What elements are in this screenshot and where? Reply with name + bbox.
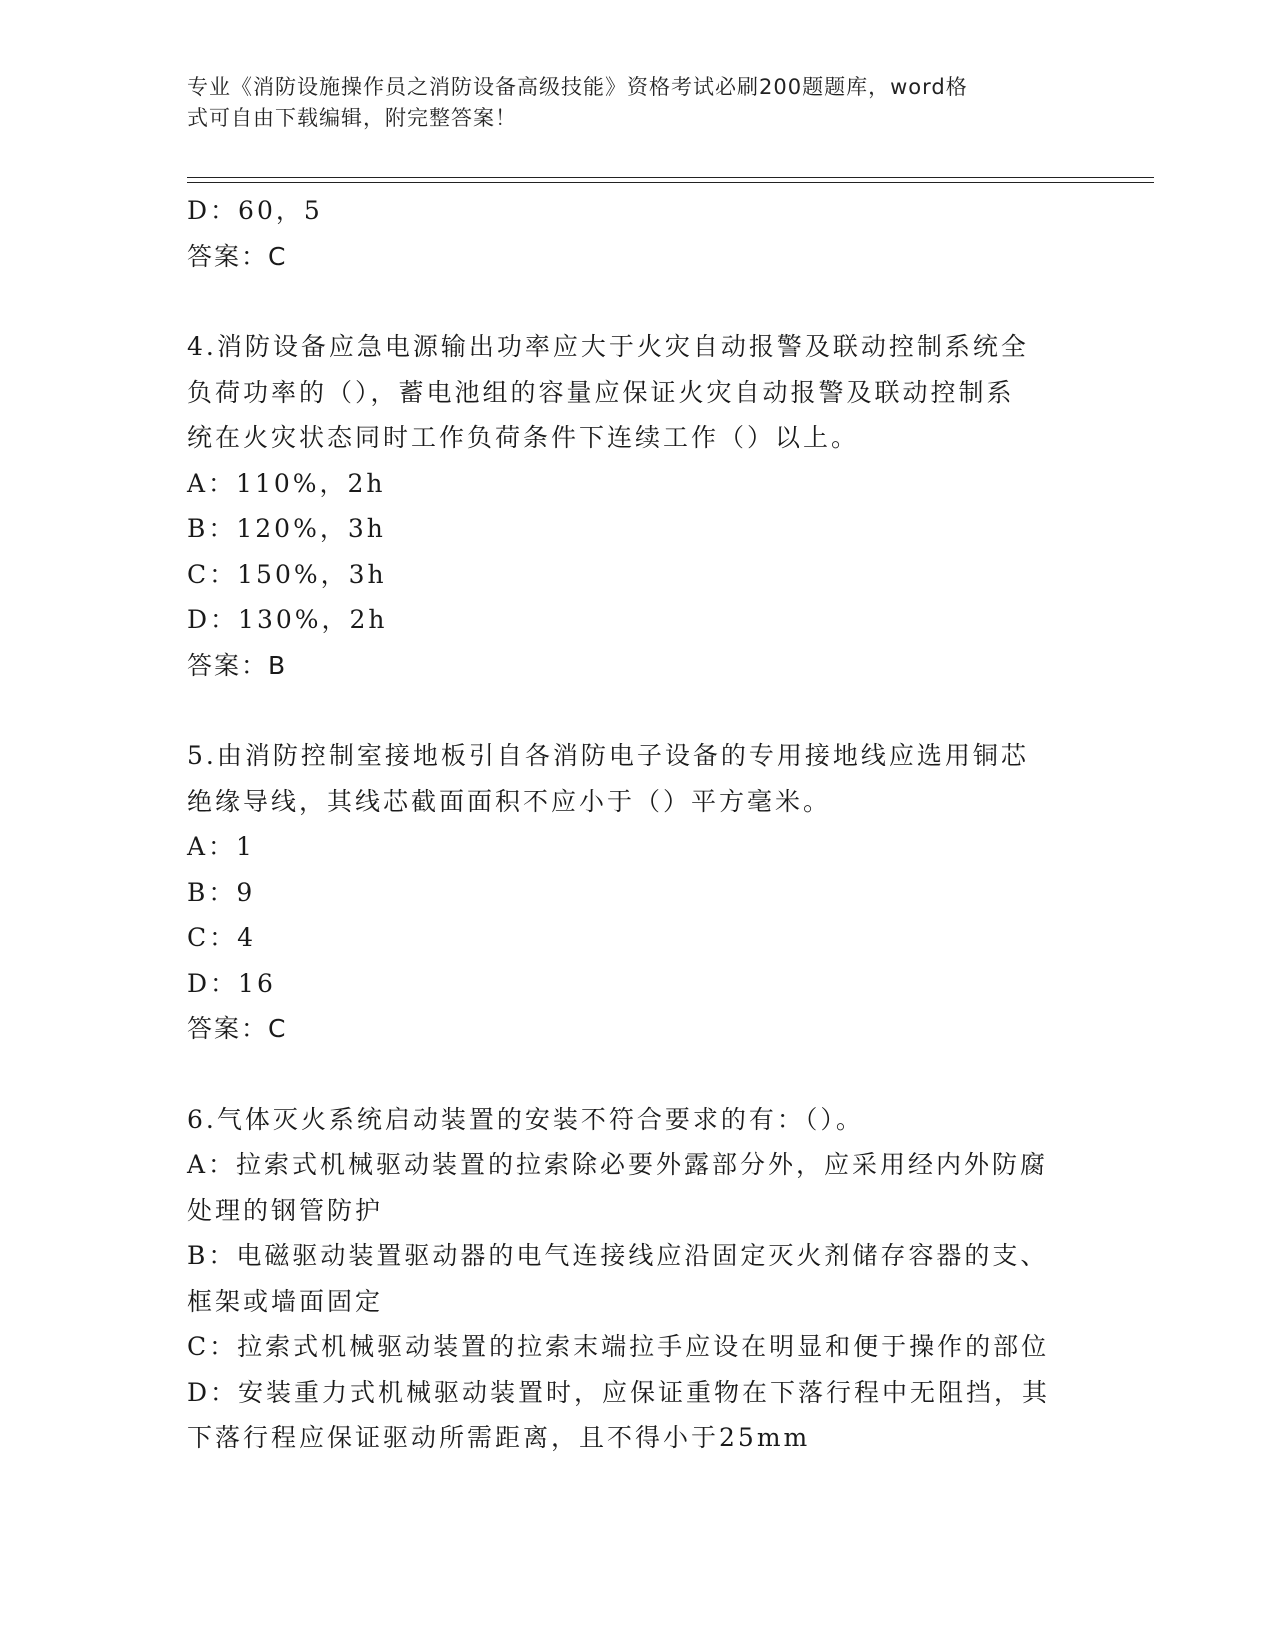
answer-line: 答案：C <box>187 1014 288 1043</box>
header-line-1: 专业《消防设施操作员之消防设备高级技能》资格考试必刷200题题库，word格 <box>187 75 968 99</box>
spacer <box>187 279 1087 324</box>
option-a: A：拉索式机械驱动装置的拉索除必要外露部分外，应采用经内外防腐 <box>187 1150 1049 1179</box>
question-5 <box>187 733 1087 1052</box>
question-4 <box>187 324 1087 688</box>
header-rule-top <box>187 177 1154 178</box>
question-stem-line: 负荷功率的（），蓄电池组的容量应保证火灾自动报警及联动控制系 <box>187 377 1015 407</box>
question-stem-line: 统在火灾状态同时工作负荷条件下连续工作（）以上。 <box>187 423 860 452</box>
header-line-2: 式可自由下载编辑，附完整答案！ <box>187 106 517 130</box>
answer-line: 答案：B <box>187 650 288 680</box>
option-b-continued: 框架或墙面固定 <box>187 1286 384 1316</box>
option-c: C：150%，3h <box>187 559 387 589</box>
question-stem-line: 4.消防设备应急电源输出功率应大于火灾自动报警及联动控制系统全 <box>187 332 1029 361</box>
answer-line: 答案：C <box>187 241 288 271</box>
option-d: D：16 <box>187 968 276 998</box>
option-d: D：130%，2h <box>187 605 388 634</box>
spacer <box>187 688 1087 733</box>
option-c: C：4 <box>187 923 257 952</box>
option-a: A：1 <box>187 832 255 861</box>
option-d-continued: 下落行程应保证驱动所需距离，且不得小于25mm <box>187 1423 811 1452</box>
option-a-continued: 处理的钢管防护 <box>187 1195 384 1225</box>
option-d: D：60，5 <box>187 196 323 225</box>
option-c: C：拉索式机械驱动装置的拉索末端拉手应设在明显和便于操作的部位 <box>187 1332 1050 1361</box>
question-stem-line: 绝缘导线，其线芯截面面积不应小于（）平方毫米。 <box>187 786 832 816</box>
question-3-tail <box>187 188 1087 279</box>
spacer <box>187 1052 1087 1097</box>
question-6 <box>187 1097 1087 1461</box>
document-header <box>187 72 1067 134</box>
question-stem-line: 5.由消防控制室接地板引自各消防电子设备的专用接地线应选用铜芯 <box>187 741 1029 770</box>
question-list <box>187 188 1087 1461</box>
question-stem-line: 6.气体灭火系统启动装置的安装不符合要求的有：（）。 <box>187 1104 864 1134</box>
option-b: B：电磁驱动装置驱动器的电气连接线应沿固定灭火剂储存容器的支、 <box>187 1241 1049 1270</box>
option-b: B：120%，3h <box>187 514 386 543</box>
header-rule-bottom <box>187 182 1154 183</box>
option-b: B：9 <box>187 877 256 907</box>
option-a: A：110%，2h <box>187 468 386 498</box>
option-d: D：安装重力式机械驱动装置时，应保证重物在下落行程中无阻挡，其 <box>187 1377 1051 1407</box>
